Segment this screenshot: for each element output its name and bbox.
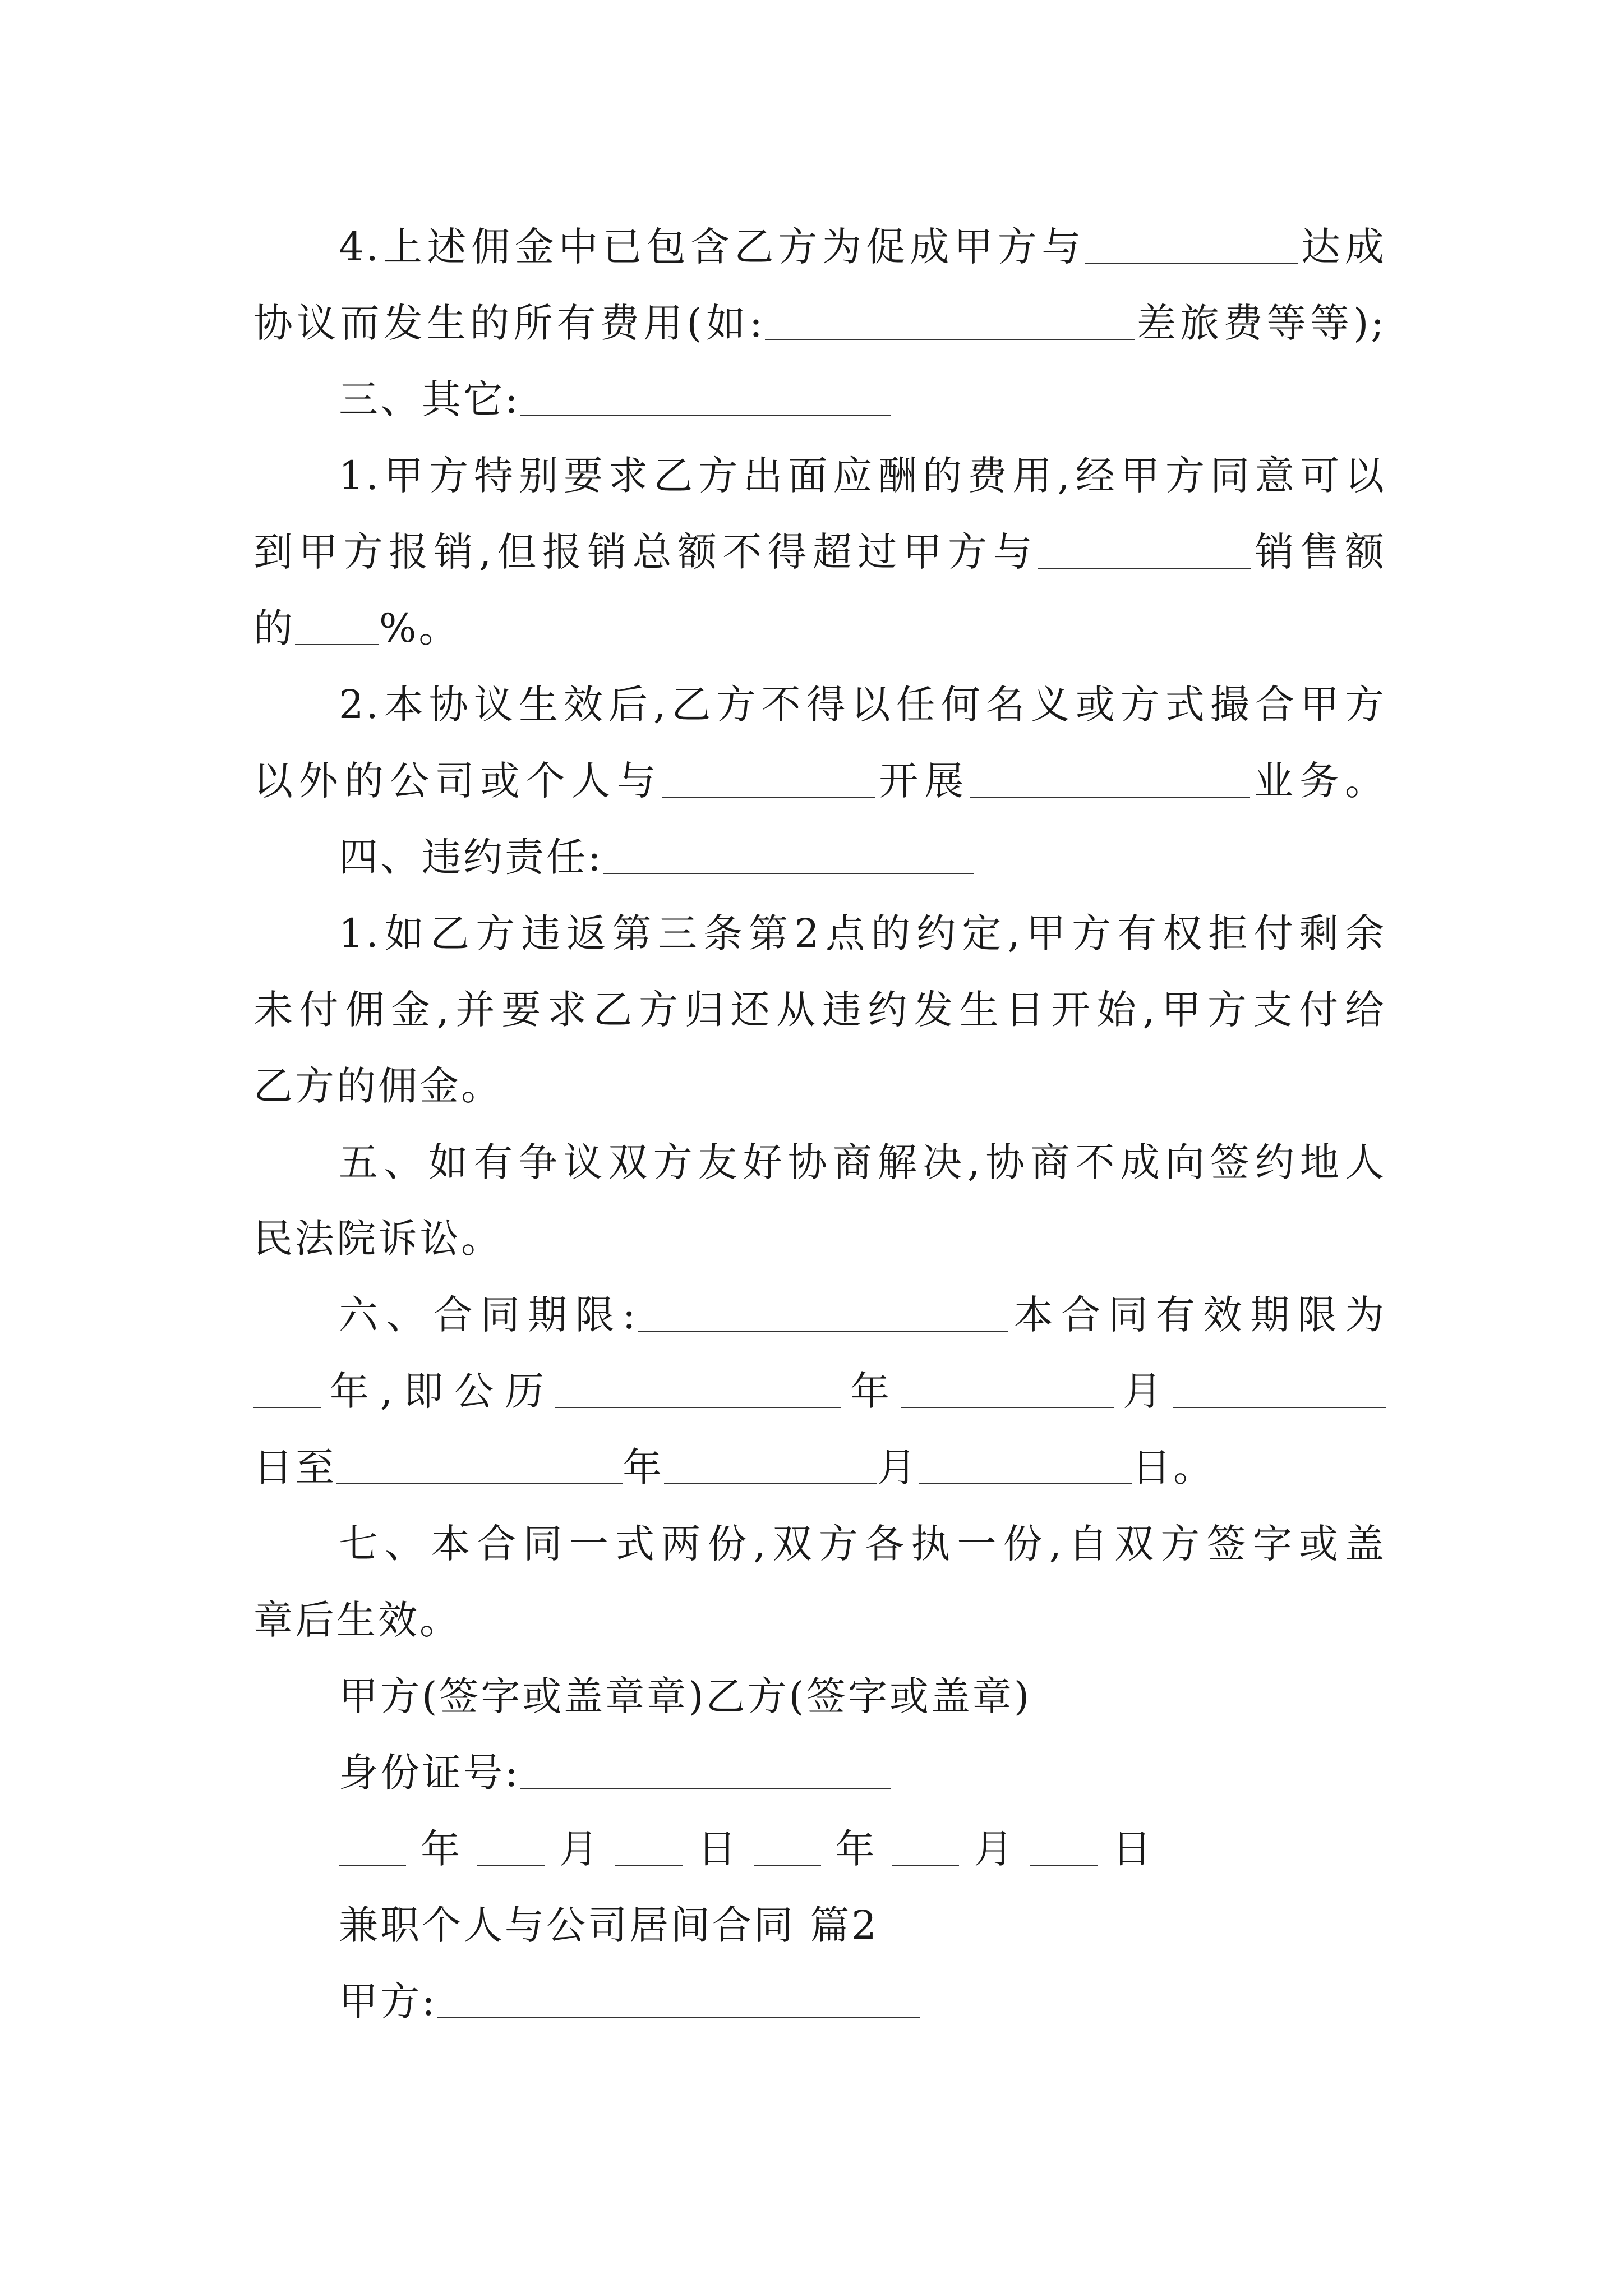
fill-in-blank [253, 1371, 321, 1408]
fill-in-blank [477, 1829, 545, 1866]
text-segment: 年 [841, 1368, 901, 1414]
text-line [253, 1658, 1386, 1734]
fill-in-blank [1030, 1829, 1098, 1866]
text-line [253, 819, 1386, 895]
text-segment: 日 [683, 1826, 754, 1872]
text-line [253, 1429, 1386, 1506]
fill-in-blank [336, 1447, 623, 1484]
text-segment: 三、其它: [339, 376, 520, 422]
text-segment: 开展 [875, 758, 970, 804]
text-line [253, 438, 1386, 514]
text-line [253, 1277, 1386, 1353]
text-line [253, 1124, 1386, 1200]
fill-in-blank [754, 1829, 821, 1866]
text-line [253, 1734, 1386, 1811]
text-segment: 月 [959, 1826, 1030, 1872]
text-segment: 月 [1114, 1368, 1173, 1414]
fill-in-blank [662, 761, 875, 798]
text-segment: %。 [379, 605, 460, 651]
fill-in-blank [1038, 532, 1251, 569]
text-segment: 1.甲方特别要求乙方出面应酬的费用,经甲方同意可以 [339, 453, 1386, 499]
text-segment: 本合同有效期限为 [1008, 1292, 1387, 1338]
text-segment: 1.如乙方违返第三条第2点的约定,甲方有权拒付剩余 [339, 910, 1386, 956]
text-segment: 五、如有争议双方友好协商解决,协商不成向签约地人 [339, 1139, 1386, 1185]
text-segment: 差旅费等等); [1135, 300, 1386, 346]
text-segment: 到甲方报销,但报销总额不得超过甲方与 [253, 529, 1038, 575]
text-segment: 乙方的佣金。 [253, 1063, 502, 1109]
text-line [253, 590, 1386, 666]
text-segment: 身份证号: [339, 1750, 520, 1796]
text-segment: 六、合同期限: [339, 1292, 638, 1338]
text-line [253, 1353, 1386, 1429]
fill-in-blank [520, 1752, 891, 1789]
fill-in-blank [638, 1295, 1008, 1332]
fill-in-blank [339, 1829, 406, 1866]
text-line [253, 1048, 1386, 1124]
text-line [253, 1582, 1386, 1658]
text-line [253, 1887, 1386, 1963]
text-segment: 以外的公司或个人与 [253, 758, 662, 804]
text-segment: 年 [623, 1444, 664, 1490]
fill-in-blank [1173, 1371, 1386, 1408]
text-line [253, 285, 1386, 361]
text-segment: 甲方(签字或盖章章)乙方(签字或盖章) [339, 1673, 1032, 1719]
text-segment: 年 [820, 1826, 892, 1872]
fill-in-blank [664, 1447, 877, 1484]
text-segment: 年 [406, 1826, 477, 1872]
fill-in-blank [555, 1371, 841, 1408]
text-segment: 月 [544, 1826, 616, 1872]
text-line [253, 666, 1386, 743]
text-segment: 协议而发生的所有费用(如: [253, 300, 765, 346]
text-line [253, 1963, 1386, 2040]
fill-in-blank [615, 1829, 683, 1866]
text-line [253, 743, 1386, 819]
fill-in-blank [603, 837, 974, 874]
text-line [253, 972, 1386, 1048]
fill-in-blank [765, 303, 1135, 340]
text-line [253, 1200, 1386, 1277]
text-segment: 七、本合同一式两份,双方各执一份,自双方签字或盖 [339, 1521, 1386, 1567]
text-segment: 2.本协议生效后,乙方不得以任何名义或方式撮合甲方 [339, 682, 1386, 728]
fill-in-blank [437, 1981, 920, 2018]
fill-in-blank [520, 379, 891, 416]
text-segment: 民法院诉讼。 [253, 1216, 502, 1262]
text-segment: 日。 [1132, 1444, 1215, 1490]
text-line [253, 1811, 1386, 1887]
text-segment: 日 [1097, 1826, 1154, 1872]
fill-in-blank [919, 1447, 1132, 1484]
fill-in-blank [295, 608, 379, 645]
text-segment: 销售额 [1251, 529, 1387, 575]
text-segment: 四、违约责任: [339, 834, 603, 880]
text-line [253, 1506, 1386, 1582]
text-line [253, 514, 1386, 590]
text-segment: 的 [253, 605, 295, 651]
text-line [253, 361, 1386, 438]
text-segment: 年,即公历 [321, 1368, 556, 1414]
text-line [253, 209, 1386, 285]
text-segment: 月 [877, 1444, 919, 1490]
text-segment: 4.上述佣金中已包含乙方为促成甲方与 [339, 224, 1086, 270]
text-segment: 章后生效。 [253, 1597, 461, 1643]
fill-in-blank [892, 1829, 959, 1866]
text-line [253, 895, 1386, 972]
text-segment: 达成 [1298, 224, 1387, 270]
contract-document [253, 209, 1386, 2040]
text-segment: 甲方: [339, 1978, 437, 2024]
text-segment: 业务。 [1250, 758, 1387, 804]
text-segment: 未付佣金,并要求乙方归还从违约发生日开始,甲方支付给 [253, 987, 1386, 1033]
text-segment: 日至 [253, 1444, 336, 1490]
fill-in-blank [901, 1371, 1114, 1408]
fill-in-blank [1085, 227, 1298, 264]
fill-in-blank [970, 761, 1250, 798]
text-segment: 兼职个人与公司居间合同 篇2 [339, 1902, 879, 1948]
